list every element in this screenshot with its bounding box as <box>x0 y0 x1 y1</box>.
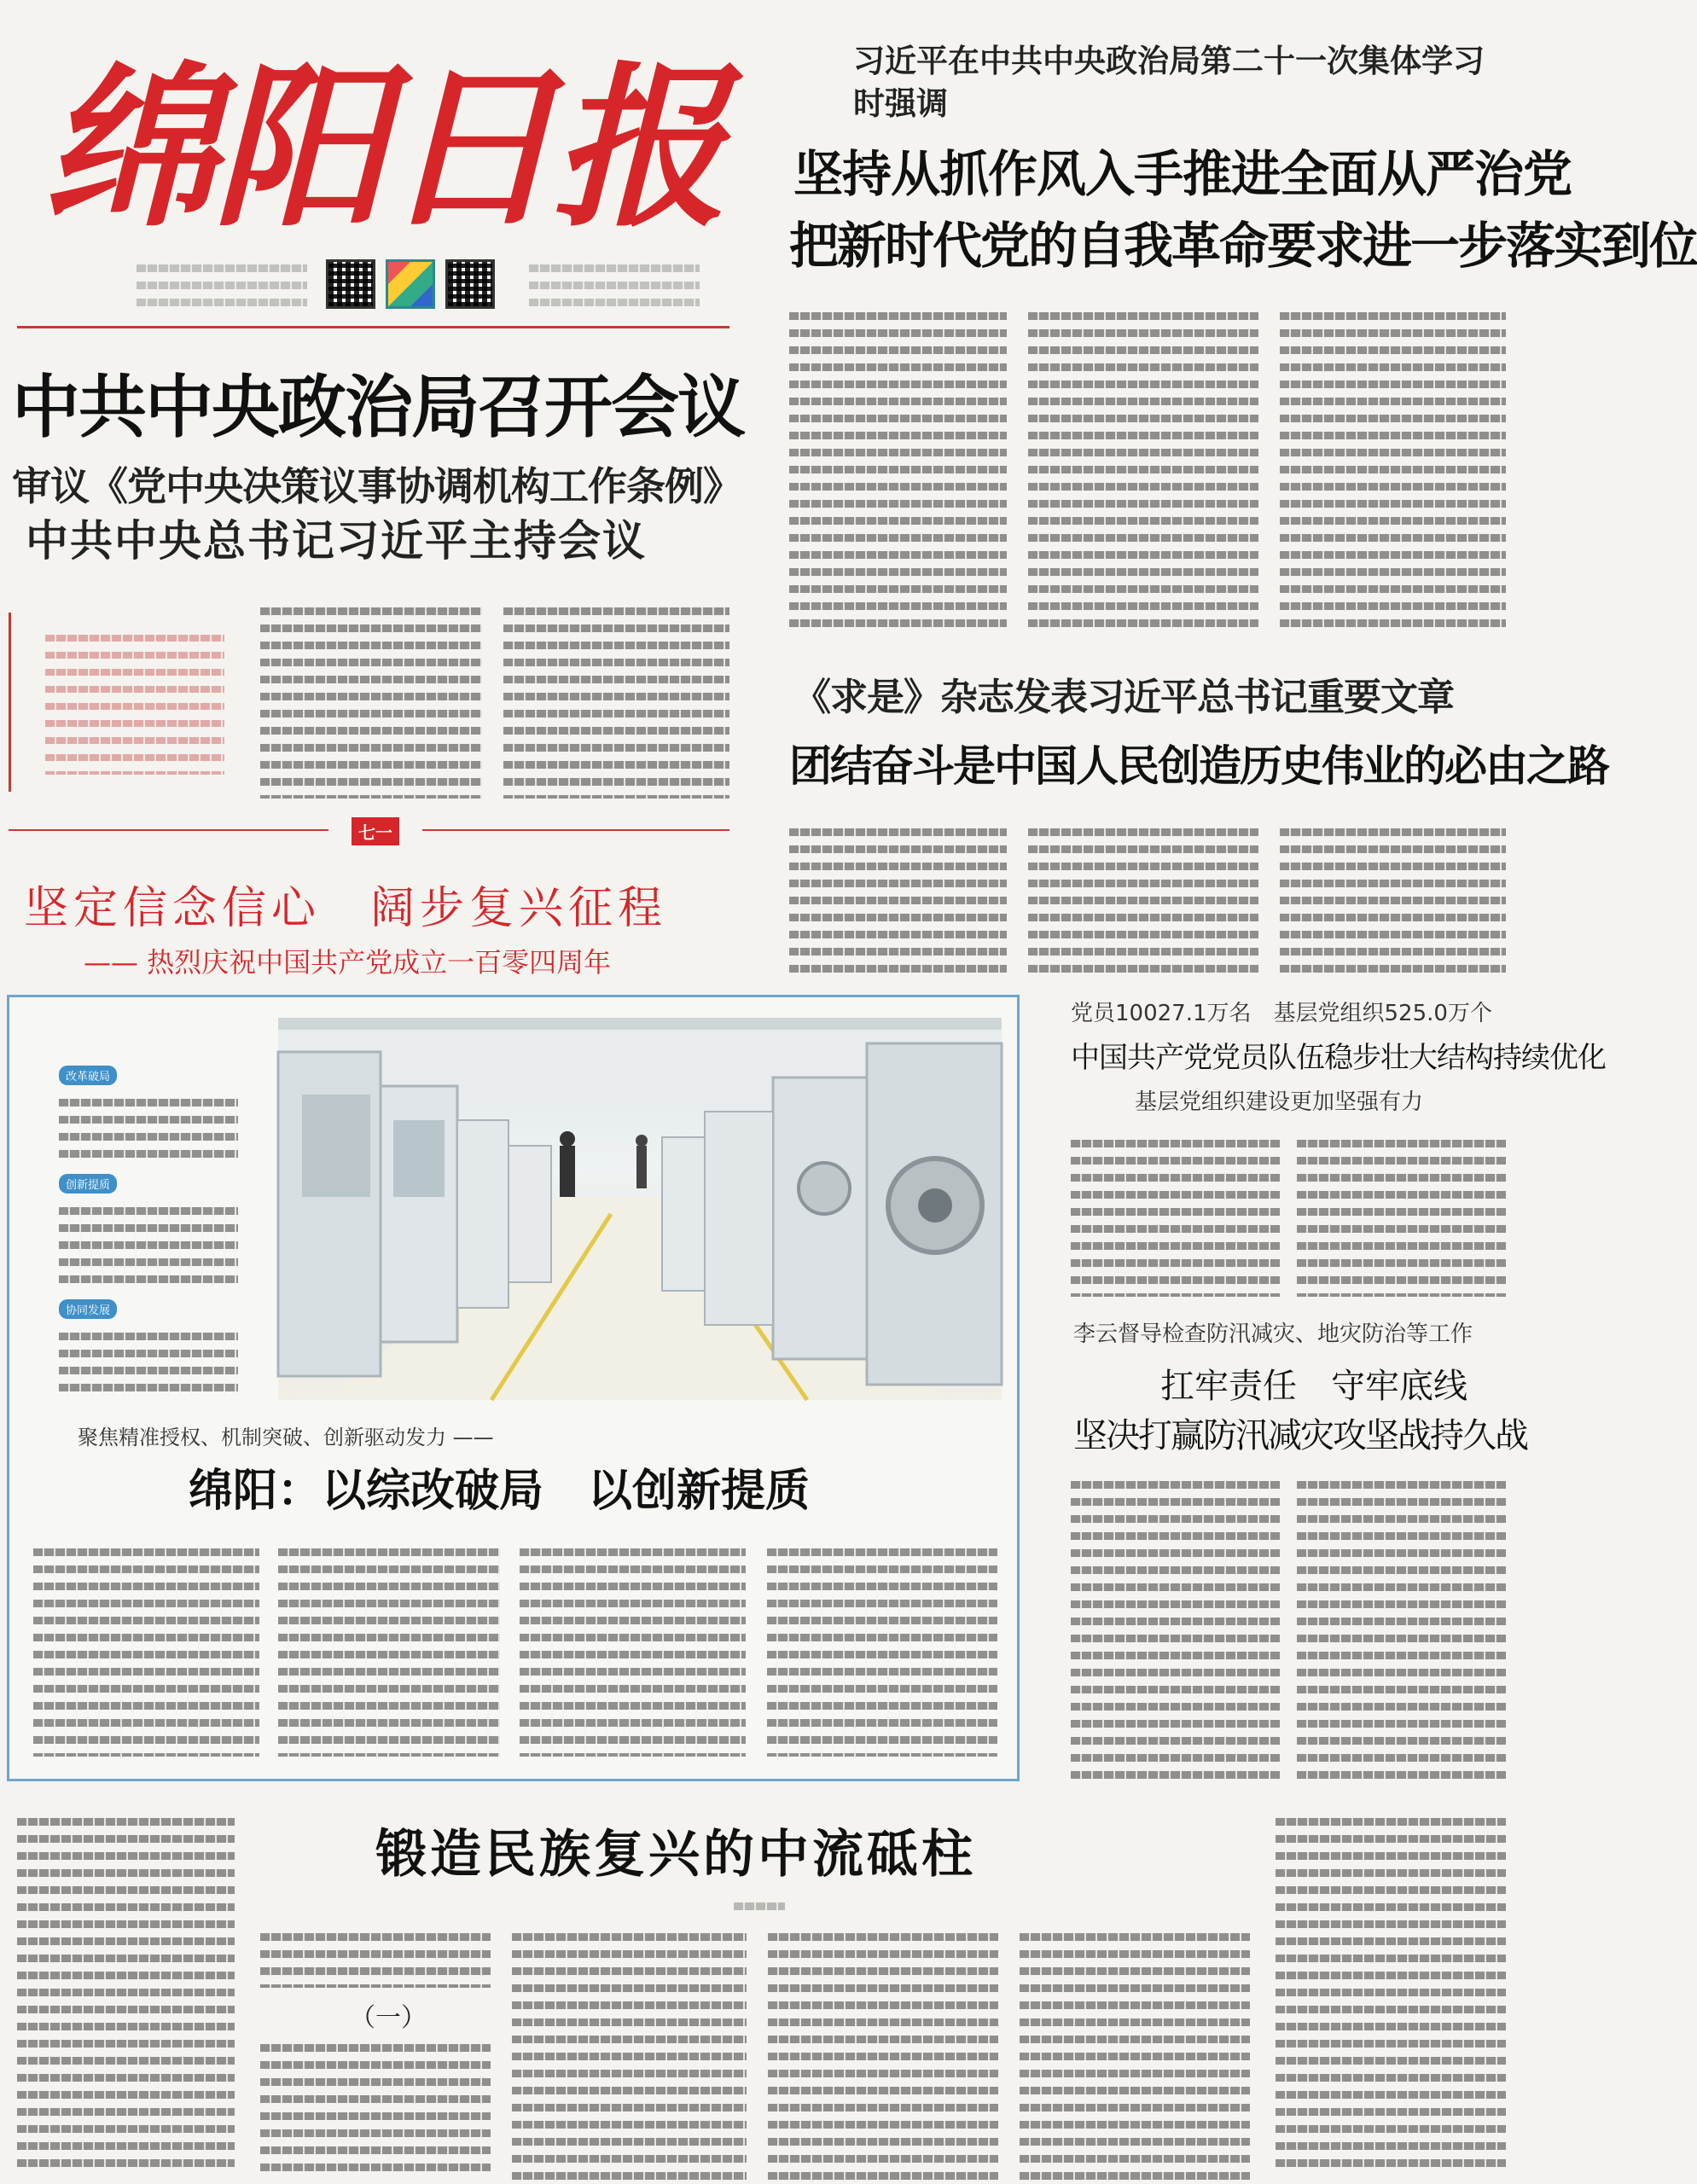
article-body <box>768 1928 998 2180</box>
qr-code-icon <box>445 259 495 309</box>
anniversary-badge: 七一 <box>352 817 399 845</box>
masthead-title: 绵阳日报 <box>43 46 722 251</box>
feature-headline: 绵阳：以综改破局 以创新提质 <box>189 1465 811 1517</box>
feature-tag: 创新提质 <box>59 1174 117 1194</box>
article-body <box>260 2039 491 2180</box>
party-kicker: 党员10027.1万名 基层党组织525.0万个 <box>1071 1001 1492 1026</box>
article-body <box>1297 1476 1506 1779</box>
party-headline: 中国共产党党员队伍稳步壮大结构持续优化 <box>1071 1041 1606 1075</box>
article-body <box>1280 307 1506 631</box>
anniversary-subtitle: —— 热烈庆祝中国共产党成立一百零四周年 <box>84 946 612 979</box>
lead-quote-box <box>9 613 239 792</box>
section-mark: （一） <box>350 2003 427 2033</box>
masthead-logo <box>34 26 734 251</box>
anniversary-title: 坚定信念信心 阔步复兴征程 <box>24 883 668 934</box>
feature-box <box>7 995 1020 1781</box>
feature-tag: 改革破局 <box>59 1066 117 1085</box>
qr-code-icon <box>326 259 375 309</box>
article-body <box>1297 1135 1506 1297</box>
party-subheadline: 基层党组织建设更加坚强有力 <box>1135 1089 1424 1115</box>
flood-kicker: 李云督导检查防汛减灾、地灾防治等工作 <box>1073 1321 1473 1347</box>
masthead-rule <box>17 326 729 328</box>
feature-tag: 协同发展 <box>59 1299 117 1319</box>
bottom-headline: 锻造民族复兴的中流砥柱 <box>375 1825 976 1885</box>
article-body <box>1071 1135 1280 1297</box>
lead-subheadline-1: 审议《党中央决策议事协调机构工作条例》 <box>12 463 741 509</box>
article-body <box>1028 823 1258 977</box>
app-logo-icon <box>386 259 435 309</box>
top-right-headline-1: 坚持从抓作风入手推进全面从严治党 <box>793 145 1572 203</box>
article-body <box>503 602 729 799</box>
article-body <box>512 1928 747 2180</box>
article-body <box>1280 823 1506 977</box>
factory-photo-image <box>278 1018 1002 1400</box>
article-body <box>789 823 1007 977</box>
qiushi-kicker: 《求是》杂志发表习近平总书记重要文章 <box>793 676 1454 719</box>
article-body <box>767 1543 997 1757</box>
factory-photo <box>278 1018 1002 1400</box>
flood-headline-1: 扛牢责任 守牢底线 <box>1160 1367 1467 1406</box>
lead-headline: 中共中央政治局召开会议 <box>12 368 744 447</box>
article-body <box>33 1543 259 1757</box>
masthead-info <box>137 256 734 316</box>
article-body <box>17 1813 235 2171</box>
feature-kicker: 聚焦精准授权、机制突破、创新驱动发力 —— <box>78 1426 494 1449</box>
article-body <box>1020 1928 1250 2180</box>
article-body <box>789 307 1007 631</box>
article-body <box>1028 307 1258 631</box>
article-body <box>1276 1813 1506 2171</box>
top-right-kicker: 习近平在中共中央政治局第二十一次集体学习时强调 <box>853 42 1485 122</box>
article-body <box>278 1543 500 1757</box>
article-body <box>260 602 482 799</box>
article-body <box>1071 1476 1280 1779</box>
qiushi-headline: 团结奋斗是中国人民创造历史伟业的必由之路 <box>789 741 1608 791</box>
feature-sidebar <box>59 1066 238 1396</box>
lead-subheadline-2: 中共中央总书记习近平主持会议 <box>26 515 647 566</box>
article-body <box>260 1928 491 1988</box>
flood-headline-2: 坚决打赢防汛减灾攻坚战持久战 <box>1073 1416 1527 1455</box>
article-body <box>520 1543 746 1757</box>
top-right-headline-2: 把新时代党的自我革命要求进一步落实到位 <box>789 217 1697 275</box>
